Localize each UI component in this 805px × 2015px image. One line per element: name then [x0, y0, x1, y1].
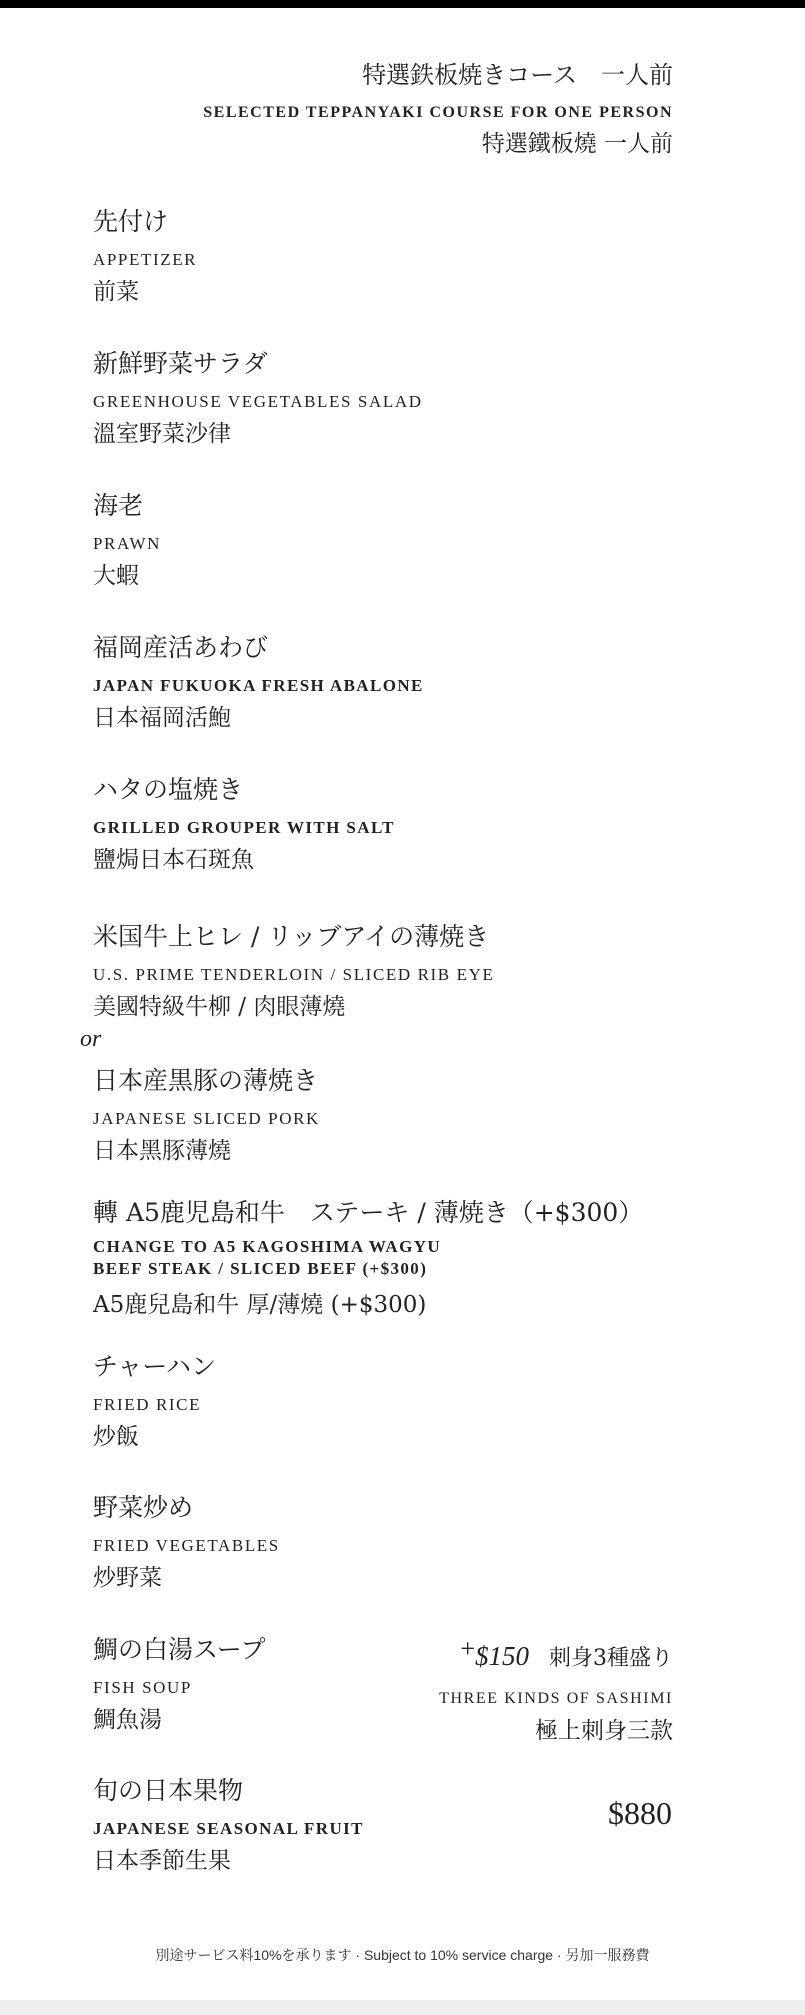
course-name-ja: 新鮮野菜サラダ — [93, 349, 268, 378]
course-name-zh: 溫室野菜沙律 — [93, 421, 231, 447]
course-name-zh: 日本福岡活鮑 — [93, 705, 231, 731]
course-prawn — [93, 489, 653, 593]
course-name-ja: ハタの塩焼き — [93, 775, 244, 804]
course-name-ja: 轉 A5鹿児島和牛 ステーキ / 薄焼き（+$300） — [93, 1198, 644, 1227]
course-name-en: JAPANESE SLICED PORK — [93, 1109, 320, 1128]
course-name-ja: 鯛の白湯スープ — [93, 1635, 266, 1664]
course-name-en: FRIED VEGETABLES — [93, 1536, 280, 1555]
addon-name-zh: 極上刺身三款 — [535, 1718, 673, 1744]
course-fried-rice — [93, 1350, 653, 1454]
course-name-en: JAPANESE SEASONAL FRUIT — [93, 1819, 364, 1838]
course-name-zh: 前菜 — [93, 279, 139, 305]
course-name-en: PRAWN — [93, 534, 162, 553]
course-name-en: CHANGE TO A5 KAGOSHIMA WAGYU — [93, 1237, 442, 1256]
course-name-en: JAPAN FUKUOKA FRESH ABALONE — [93, 676, 424, 695]
top-border — [0, 0, 805, 8]
course-name-zh: 鯛魚湯 — [93, 1707, 162, 1733]
course-name-ja: 福岡産活あわび — [93, 633, 269, 662]
menu-title-ja: 特選鉄板焼きコース 一人前 — [362, 61, 673, 89]
course-name-en: FISH SOUP — [93, 1678, 192, 1697]
course-name-zh: 日本黑豚薄燒 — [93, 1138, 231, 1164]
course-name-zh: 大蝦 — [93, 563, 139, 589]
course-pork — [93, 1064, 653, 1168]
sashimi-addon — [439, 1632, 673, 1748]
course-name-en: GRILLED GROUPER WITH SALT — [93, 818, 395, 837]
course-name-ja: チャーハン — [93, 1352, 217, 1381]
addon-name-en: THREE KINDS OF SASHIMI — [439, 1690, 673, 1707]
menu-header — [203, 58, 673, 160]
course-wagyu-upgrade — [93, 1196, 653, 1322]
or-label: or — [80, 1026, 102, 1052]
course-name-zh: 鹽焗日本石斑魚 — [93, 847, 254, 873]
menu-title-en: SELECTED TEPPANYAKI COURSE FOR ONE PERSON — [203, 104, 673, 121]
menu-title-zh: 特選鐵板燒 一人前 — [481, 131, 673, 157]
course-name-en: U.S. PRIME TENDERLOIN / SLICED RIB EYE — [93, 965, 495, 984]
course-name-ja: 日本産黒豚の薄焼き — [93, 1066, 319, 1095]
course-salad — [93, 347, 653, 451]
addon-price: $150 — [475, 1641, 529, 1671]
course-name-en: GREENHOUSE VEGETABLES SALAD — [93, 392, 423, 411]
course-name-zh: A5鹿兒島和牛 厚/薄燒 (+$300) — [93, 1292, 427, 1318]
course-name-ja: 米国牛上ヒレ / リッブアイの薄焼き — [93, 922, 490, 951]
course-abalone — [93, 631, 653, 735]
course-vegetables — [93, 1491, 653, 1595]
service-charge-note: 別途サービス料10%を承ります · Subject to 10% service charge · 另加一服務費 — [155, 1947, 650, 1963]
course-fruit — [93, 1774, 653, 1878]
addon-plus-sign: + — [460, 1634, 475, 1663]
course-name-en: APPETIZER — [93, 250, 198, 269]
course-name-zh: 炒飯 — [93, 1424, 139, 1450]
course-name-ja: 海老 — [93, 491, 144, 520]
course-name-en: FRIED RICE — [93, 1395, 202, 1414]
course-name-ja: 旬の日本果物 — [93, 1776, 244, 1805]
course-beef — [93, 920, 653, 1024]
course-name-zh: 炒野菜 — [93, 1565, 162, 1591]
course-appetizer — [93, 205, 653, 309]
course-name-en-line2: BEEF STEAK / SLICED BEEF (+$300) — [93, 1259, 428, 1278]
course-name-zh: 日本季節生果 — [93, 1848, 231, 1874]
addon-name-ja: 刺身3種盛り — [549, 1646, 673, 1671]
course-name-ja: 野菜炒め — [93, 1493, 194, 1522]
course-name-ja: 先付け — [93, 207, 169, 236]
course-name-zh: 美國特級牛柳 / 肉眼薄燒 — [93, 994, 346, 1020]
course-grouper — [93, 773, 653, 877]
bottom-border — [0, 2000, 805, 2015]
total-price: $880 — [608, 1795, 672, 1831]
